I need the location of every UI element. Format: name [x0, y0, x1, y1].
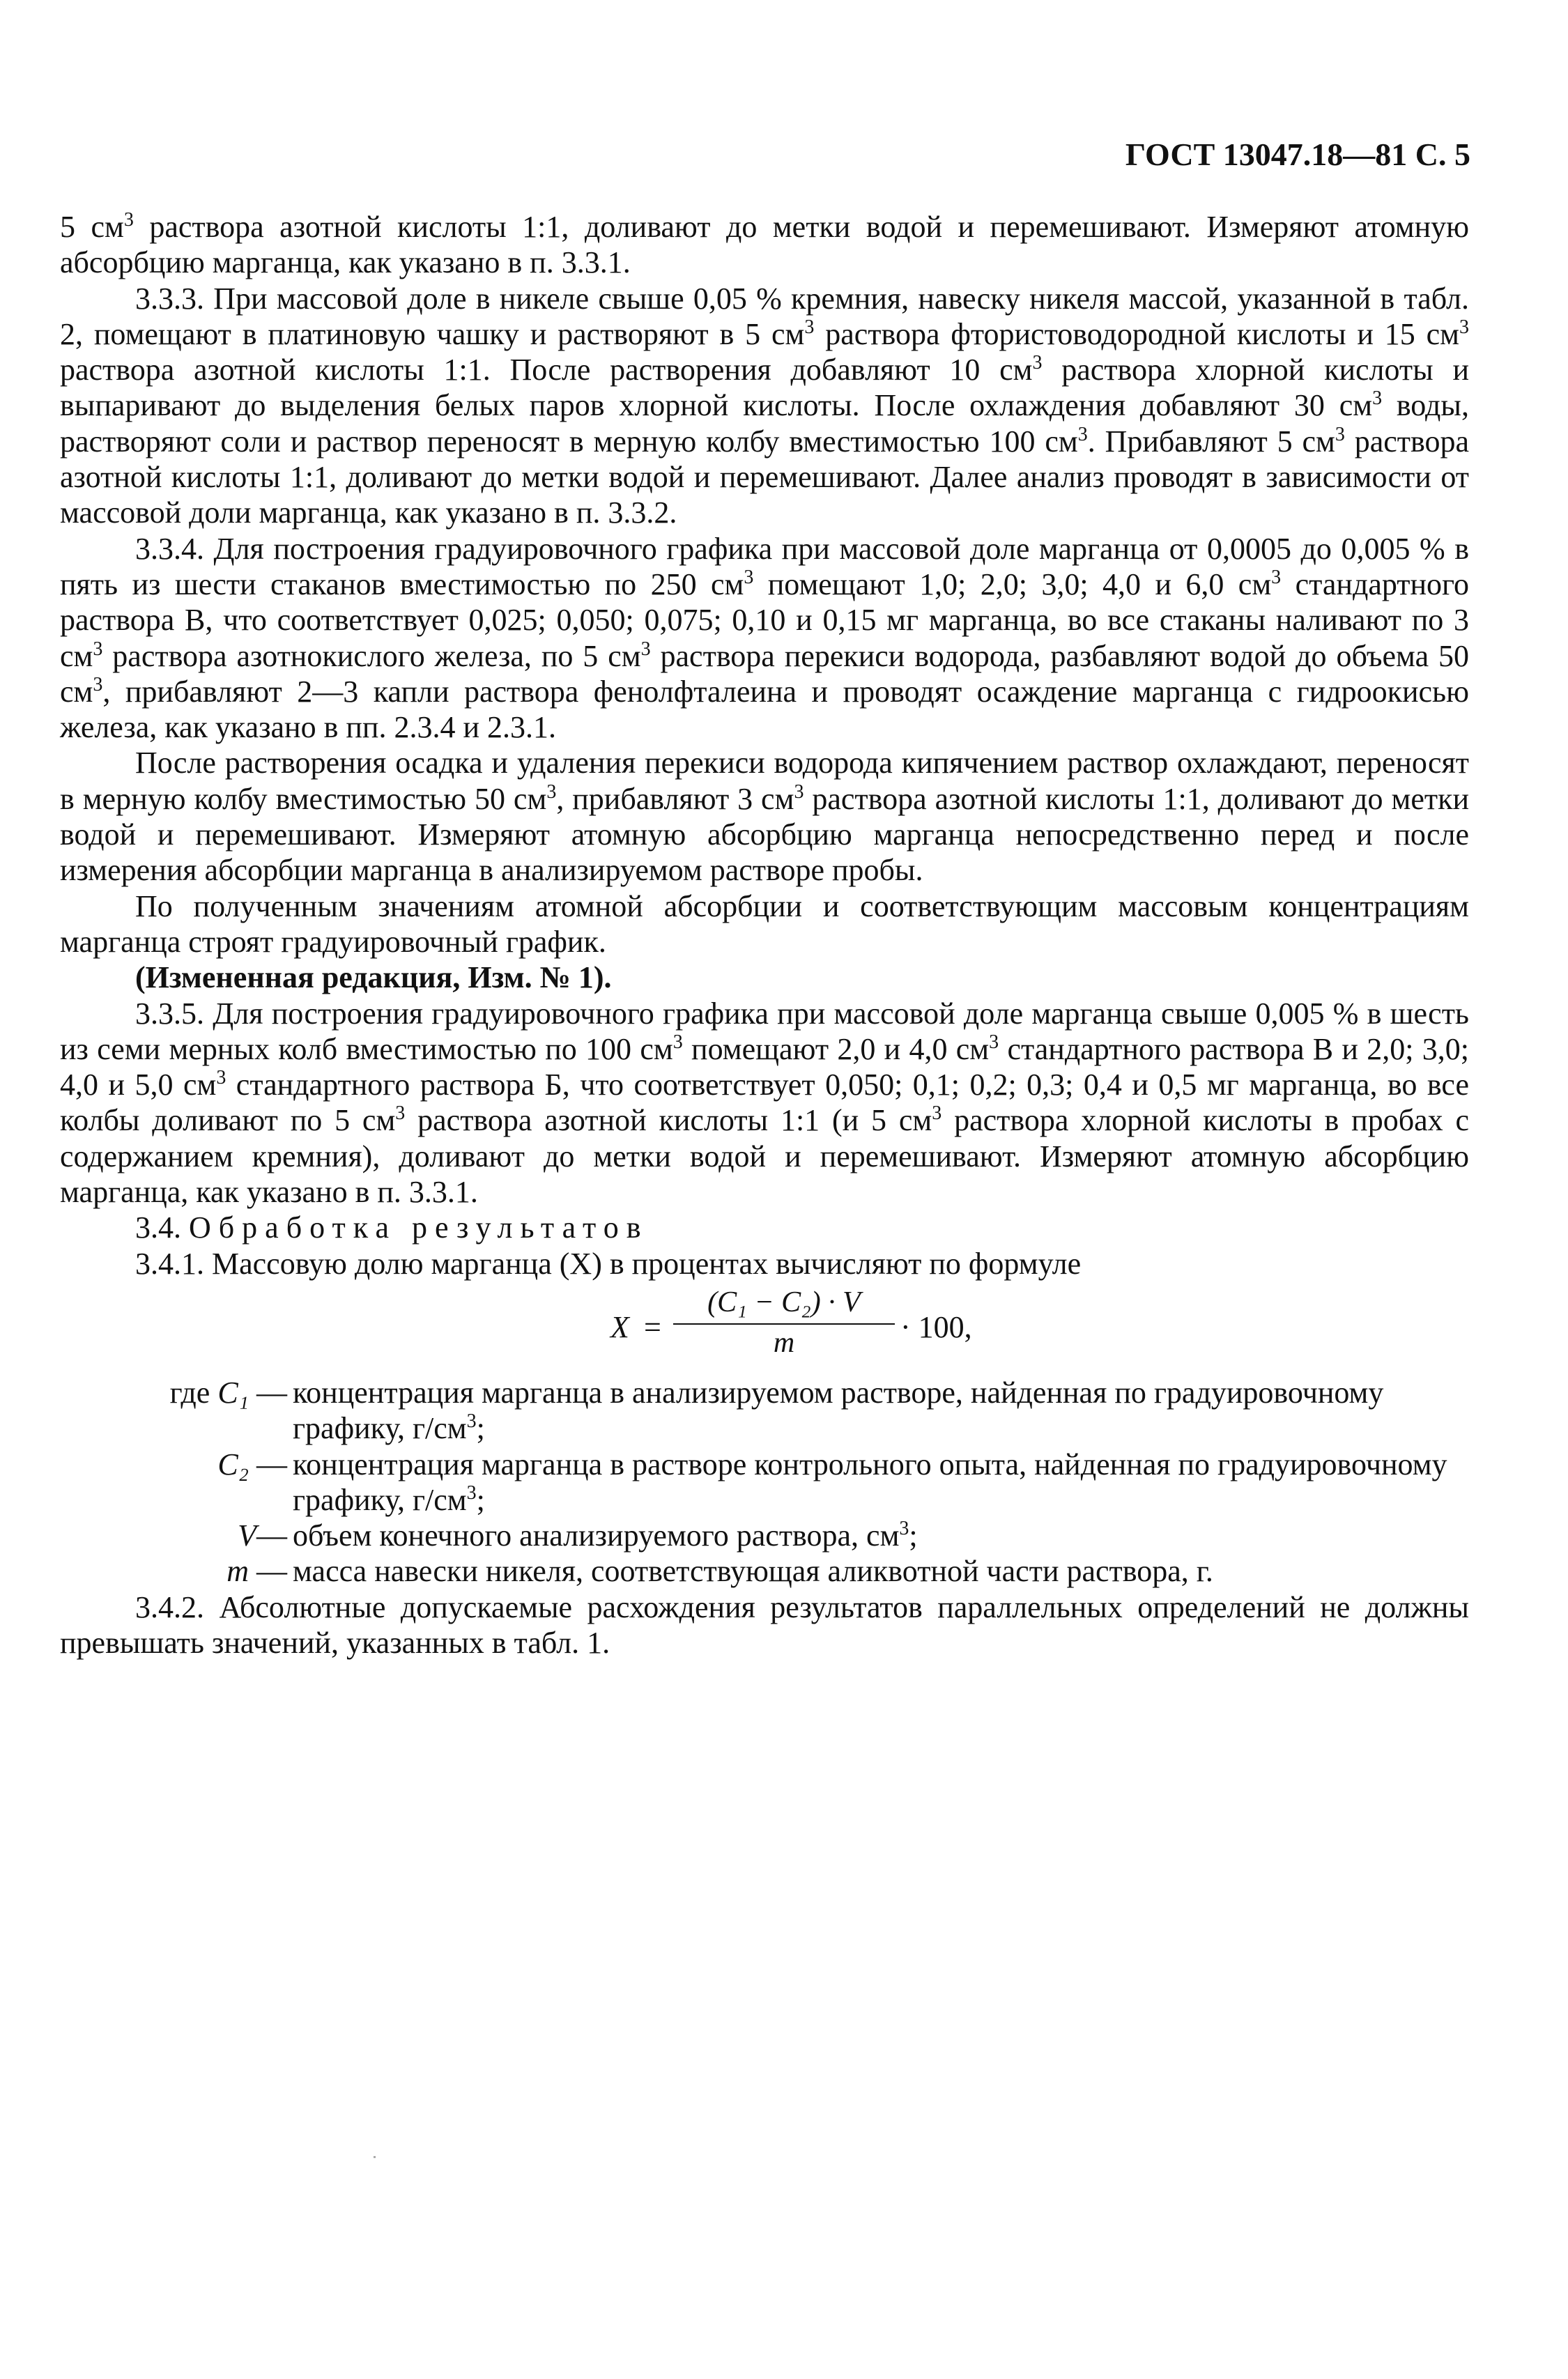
superscript: 3	[794, 780, 804, 803]
superscript: 3	[744, 566, 754, 588]
fraction-bar	[673, 1323, 895, 1325]
text-run: ;	[476, 1411, 485, 1446]
superscript: 3	[466, 1481, 477, 1504]
superscript: 3	[1335, 423, 1345, 445]
text-run: объем конечного анализируемого раствора, см	[293, 1518, 900, 1553]
superscript: 3	[1271, 566, 1282, 588]
formula-equals: =	[644, 1309, 661, 1344]
text-run: где	[169, 1375, 218, 1410]
superscript: 3	[932, 1102, 942, 1125]
amendment-note	[60, 960, 1469, 995]
definition-text	[287, 1518, 1469, 1553]
text-run: раствора хлорной кислоты и выпаривают до выделения белых паров хлорной кислоты. После охлаждения добавляют 30 см	[60, 353, 1469, 423]
text-run: раствора азотной кислоты 1:1, доливают до метки водой и перемешивают. Измеряют атомную абсорбцию марганца, как указано в п. 3.3.1.	[60, 210, 1470, 280]
symbol-v: V	[238, 1518, 256, 1553]
text-run: —	[256, 1518, 287, 1553]
superscript: 3	[546, 780, 557, 803]
superscript: 3	[1372, 387, 1383, 410]
text-run: 3.3.3. При массовой доле в никеле свыше 0,05 % кремния, навеску никеля массой, указанной в табл. 2, помещают в платиновую чашку и растворяют в 5 см	[60, 281, 1469, 351]
section-heading-3-4	[60, 1210, 1469, 1245]
document-body	[60, 209, 1469, 1661]
text-run: концентрация марганца в анализируемом растворе, найденная по градуировочному графику, г/см	[293, 1375, 1384, 1446]
formula-mass-fraction	[60, 1286, 1469, 1368]
definition-text	[287, 1553, 1469, 1589]
superscript: 3	[899, 1518, 909, 1540]
superscript: 3	[1032, 352, 1043, 374]
symbol-c1: C₁	[217, 1375, 249, 1410]
text-run: По полученным значениям атомной абсорбции и соответствующим массовым концентрациям марганца строят градуировочный график.	[60, 888, 1469, 959]
text-run: раствора перекиси водорода, разбавляют водой до объема 50 см	[60, 638, 1470, 709]
formula-denominator: m	[773, 1326, 795, 1359]
standard-page-title: ГОСТ 13047.18—81 С. 5	[1125, 137, 1470, 172]
definition-m	[60, 1553, 1469, 1589]
text-run: концентрация марганца в растворе контрольного опыта, найденная по градуировочному графику, г/см	[293, 1447, 1447, 1517]
text-run: —	[249, 1554, 287, 1589]
formula-multiplier: · 100,	[900, 1309, 972, 1344]
paragraph-graph	[60, 888, 1469, 960]
text-run: раствора азотной кислоты 1:1 (и 5 см	[405, 1103, 932, 1138]
superscript: 3	[216, 1067, 226, 1089]
text-run: стандартного раствора Б, что соответствует 0,050; 0,1; 0,2; 0,3; 0,4 и 0,5 мг марганца, во все колбы доливают по 5 см	[60, 1068, 1469, 1138]
text-run: 5 см	[60, 210, 124, 244]
text-run: 3.4.1. Массовую долю марганца (X) в процентах вычисляют по формуле	[135, 1246, 1082, 1281]
text-run: стандартного раствора В и 2,0; 3,0; 4,0 и 5,0 см	[60, 1031, 1470, 1102]
section-number: 3.4.	[135, 1210, 189, 1245]
superscript: 3	[466, 1410, 477, 1433]
text-run: раствора азотной кислоты 1:1, доливают до метки водой и перемешивают. Далее анализ проводят в зависимости от массовой доли марганца, как указано в п. 3.3.2.	[60, 424, 1469, 530]
formula-fraction	[673, 1286, 895, 1360]
text-run: раствора хлорной кислоты в пробах с содержанием кремния), доливают до метки водой и перемешивают. Измеряют атомную абсорбцию марганца, как указано в п. 3.3.1.	[60, 1103, 1469, 1210]
text-run: помещают 2,0 и 4,0 см	[682, 1031, 990, 1066]
formula-lhs: X	[610, 1309, 629, 1344]
paragraph-dissolution	[60, 745, 1469, 888]
definition-symbol	[60, 1375, 287, 1410]
text-run: помещают 1,0; 2,0; 3,0; 4,0 и 6,0 см	[753, 567, 1272, 601]
text-run: 3.3.5. Для построения градуировочного графика при массовой доле марганца свыше 0,005 % в шесть из семи мерных колб вместимостью по 100 см	[60, 996, 1469, 1066]
text-run: раствора азотной кислоты 1:1, доливают до метки водой и перемешивают. Измеряют атомную абсорбцию марганца непосредственно перед и после измерения абсорбции марганца в анализируемом растворе пробы.	[60, 781, 1470, 888]
paragraph-3-3-3	[60, 281, 1469, 531]
superscript: 3	[1459, 316, 1469, 338]
symbol-c2: C₂	[217, 1447, 249, 1481]
section-title: Обработка результатов	[189, 1210, 649, 1245]
text-run: раствора фтористоводородной кислоты и 15 см	[814, 316, 1459, 351]
text-run: После растворения осадка и удаления перекиси водорода кипячением раствор охлаждают, переносят в мерную колбу вместимостью 50 см	[60, 746, 1469, 816]
definition-symbol	[60, 1553, 287, 1589]
variable-definitions	[60, 1375, 1469, 1589]
superscript: 3	[989, 1031, 999, 1053]
paragraph-1	[60, 209, 1469, 281]
definition-symbol	[60, 1447, 287, 1482]
text-run: раствора азотной кислоты 1:1. После растворения добавляют 10 см	[60, 353, 1033, 387]
definition-symbol	[60, 1518, 287, 1553]
text-run: (Измененная редакция, Изм. № 1).	[135, 960, 612, 995]
definition-text	[287, 1447, 1469, 1518]
text-run: —	[249, 1447, 287, 1481]
text-run: . Прибавляют 5 см	[1087, 424, 1335, 459]
definition-c2	[60, 1447, 1469, 1518]
superscript: 3	[804, 316, 815, 338]
text-run: 3.3.4. Для построения градуировочного графика при массовой доле марганца от 0,0005 до 0,005 % в пять из шести стаканов вместимостью по 250 см	[60, 531, 1469, 601]
page-header	[1125, 137, 1470, 173]
text-run: стандартного раствора В, что соответствует 0,025; 0,050; 0,075; 0,10 и 0,15 мг марганца, во все стаканы наливают по 3 см	[60, 567, 1470, 673]
text-run: воды, растворяют соли и раствор переносят в мерную колбу вместимостью 100 см	[60, 388, 1469, 459]
superscript: 3	[93, 673, 103, 695]
paragraph-3-4-1	[60, 1246, 1469, 1281]
text-run: раствора азотнокислого железа, по 5 см	[102, 638, 641, 673]
paragraph-3-3-5	[60, 996, 1469, 1210]
superscript: 3	[640, 638, 651, 660]
definition-text	[287, 1375, 1469, 1447]
superscript: 3	[93, 638, 103, 660]
text-run: масса навески никеля, соответствующая аликвотной части раствора, г.	[293, 1554, 1213, 1589]
symbol-m: m	[226, 1554, 249, 1589]
paragraph-3-3-4	[60, 531, 1469, 746]
superscript: 3	[123, 209, 134, 231]
text-run: , прибавляют 3 см	[556, 781, 794, 816]
text-run: , прибавляют 2—3 капли раствора фенолфталеина и проводят осаждение марганца с гидроокисью железа, как указано в пп. 2.3.4 и 2.3.1.	[60, 674, 1469, 745]
text-run: —	[249, 1375, 287, 1410]
formula-numerator: (C₁ − C₂) · V	[707, 1286, 861, 1318]
superscript: 3	[395, 1102, 406, 1125]
superscript: 3	[1077, 423, 1088, 445]
superscript: 3	[672, 1031, 683, 1053]
text-run: ;	[909, 1518, 918, 1553]
paragraph-3-4-2	[60, 1589, 1469, 1661]
text-run: 3.4.2. Абсолютные допускаемые расхождения результатов параллельных определений не должны превышать значений, указанных в табл. 1.	[60, 1589, 1469, 1660]
text-run: ;	[476, 1482, 485, 1517]
definition-c1	[60, 1375, 1469, 1447]
definition-v	[60, 1518, 1469, 1553]
scan-speck	[374, 2156, 376, 2158]
